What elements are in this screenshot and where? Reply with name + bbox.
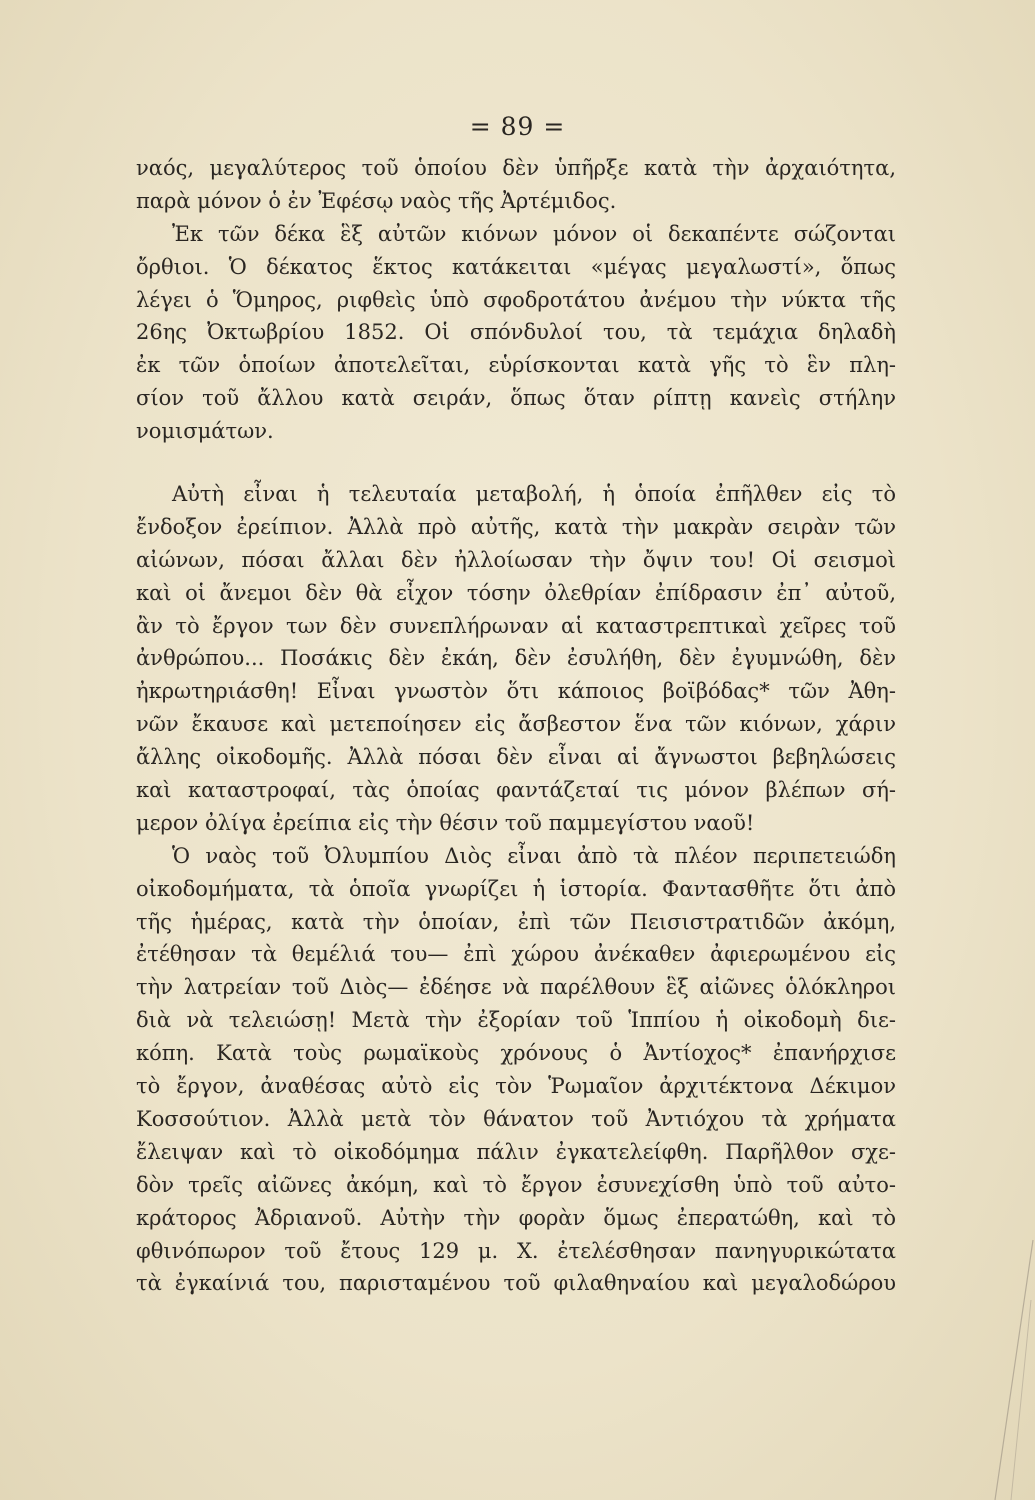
text-line: ναός, μεγαλύτερος τοῦ ὁποίου δὲν ὑπῆρξε κατὰ τὴν ἀρχαιότητα,	[136, 156, 896, 180]
paragraph-4	[136, 840, 896, 1300]
text-line: λέγει ὁ Ὅμηρος, ριφθεὶς ὑπὸ σφοδροτάτου ἀνέμου τὴν νύκτα τῆς	[136, 287, 896, 312]
paragraph-1	[136, 152, 896, 218]
page-number: = 89 =	[469, 112, 566, 141]
text-line: μερον ὀλίγα ἐρείπια εἰς τὴν θέσιν τοῦ παμμεγίστου ναοῦ!	[136, 810, 755, 835]
text-line: ἔνδοξον ἐρείπιον. Ἀλλὰ πρὸ αὐτῆς, κατὰ τὴν μακρὰν σειρὰν τῶν	[136, 514, 896, 539]
text-line: κράτορος Ἀδριανοῦ. Αὐτὴν τὴν φορὰν ὅμως ἐπερατώθη, καὶ τὸ	[136, 1205, 896, 1230]
paragraph-2	[136, 218, 896, 448]
text-line: νῶν ἔκαυσε καὶ μετεποίησεν εἰς ἄσβεστον ἕνα τῶν κιόνων, χάριν	[136, 712, 896, 737]
text-line: σίον τοῦ ἄλλου κατὰ σειράν, ὅπως ὅταν ρίπτῃ κανεὶς στήλην	[136, 386, 896, 411]
text-line: ἂν τὸ ἔργον των δὲν συνεπλήρωναν αἱ καταστρεπτικαὶ χεῖρες τοῦ	[136, 613, 896, 638]
text-line: κόπη. Κατὰ τοὺς ρωμαϊκοὺς χρόνους ὁ Ἀντίοχος* ἐπανήρχισε	[136, 1041, 896, 1066]
text-line: Ἐκ τῶν δέκα ἓξ αὐτῶν κιόνων μόνον οἱ δεκαπέντε σώζονται	[172, 221, 896, 246]
text-line: αἰώνων, πόσαι ἄλλαι δὲν ἠλλοίωσαν τὴν ὄψιν του! Οἱ σεισμοὶ	[136, 547, 896, 572]
body-text	[136, 152, 896, 1300]
text-line: ἄλλης οἰκοδομῆς. Ἀλλὰ πόσαι δὲν εἶναι αἱ ἄγνωστοι βεβηλώσεις	[136, 745, 896, 770]
text-line: ἠκρωτηριάσθη! Εἶναι γνωστὸν ὅτι κάποιος βοϊβόδας* τῶν Ἀθη-	[136, 679, 896, 704]
text-line: 26ης Ὀκτωβρίου 1852. Οἱ σπόνδυλοί του, τὰ τεμάχια δηλαδὴ	[136, 320, 896, 345]
text-line: ἐκ τῶν ὁποίων ἀποτελεῖται, εὑρίσκονται κατὰ γῆς τὸ ἓν πλη-	[136, 353, 896, 378]
text-line: τὸ ἔργον, ἀναθέσας αὐτὸ εἰς τὸν Ῥωμαῖον ἀρχιτέκτονα Δέκιμον	[136, 1074, 896, 1099]
text-line: παρὰ μόνον ὁ ἐν Ἐφέσῳ ναὸς τῆς Ἀρτέμιδος.	[136, 188, 617, 213]
text-line: νομισμάτων.	[136, 419, 274, 444]
text-line: Αὐτὴ εἶναι ἡ τελευταία μεταβολή, ἡ ὁποία ἐπῆλθεν εἰς τὸ	[172, 482, 896, 507]
text-line: Ὁ ναὸς τοῦ Ὀλυμπίου Διὸς εἶναι ἀπὸ τὰ πλέον περιπετειώδη	[172, 843, 896, 868]
text-line: δὸν τρεῖς αἰῶνες ἀκόμη, καὶ τὸ ἔργον ἐσυνεχίσθη ὑπὸ τοῦ αὐτο-	[136, 1172, 896, 1197]
text-line: ὄρθιοι. Ὁ δέκατος ἕκτος κατάκειται «μέγας μεγαλωστί», ὅπως	[136, 254, 896, 279]
text-line: ἔλειψαν καὶ τὸ οἰκοδόμημα πάλιν ἐγκατελείφθη. Παρῆλθον σχε-	[136, 1139, 896, 1164]
paragraph-gap	[136, 448, 896, 478]
text-line: τῆς ἡμέρας, κατὰ τὴν ὁποίαν, ἐπὶ τῶν Πεισιστρατιδῶν ἀκόμη,	[136, 909, 896, 934]
text-line: τὴν λατρείαν τοῦ Διὸς— ἐδέησε νὰ παρέλθουν ἓξ αἰῶνες ὁλόκληροι	[136, 975, 896, 1000]
text-line: Κοσσούτιον. Ἀλλὰ μετὰ τὸν θάνατον τοῦ Ἀντιόχου τὰ χρήματα	[136, 1106, 896, 1131]
text-line: ἀνθρώπου... Ποσάκις δὲν ἐκάη, δὲν ἐσυλήθη, δὲν ἐγυμνώθη, δὲν	[136, 646, 896, 671]
text-line: διὰ νὰ τελειώσῃ! Μετὰ τὴν ἐξορίαν τοῦ Ἱππίου ἡ οἰκοδομὴ διε-	[136, 1008, 896, 1033]
page-edge-fold	[915, 600, 1035, 1500]
text-line: τὰ ἐγκαίνιά του, παρισταμένου τοῦ φιλαθηναίου καὶ μεγαλοδώρου	[136, 1271, 896, 1296]
paragraph-3	[136, 478, 896, 840]
text-line: καὶ οἱ ἄνεμοι δὲν θὰ εἶχον τόσην ὀλεθρίαν ἐπίδρασιν ἐπ᾽ αὐτοῦ,	[136, 580, 896, 605]
text-line: ἐτέθησαν τὰ θεμέλιά του— ἐπὶ χώρου ἀνέκαθεν ἀφιερωμένου εἰς	[136, 942, 896, 967]
text-line: οἰκοδομήματα, τὰ ὁποῖα γνωρίζει ἡ ἱστορία. Φαντασθῆτε ὅτι ἀπὸ	[136, 876, 896, 901]
text-line: φθινόπωρον τοῦ ἔτους 129 μ. Χ. ἐτελέσθησαν πανηγυρικώτατα	[136, 1238, 896, 1263]
text-line: καὶ καταστροφαί, τὰς ὁποίας φαντάζεταί τις μόνον βλέπων σή-	[136, 778, 896, 803]
